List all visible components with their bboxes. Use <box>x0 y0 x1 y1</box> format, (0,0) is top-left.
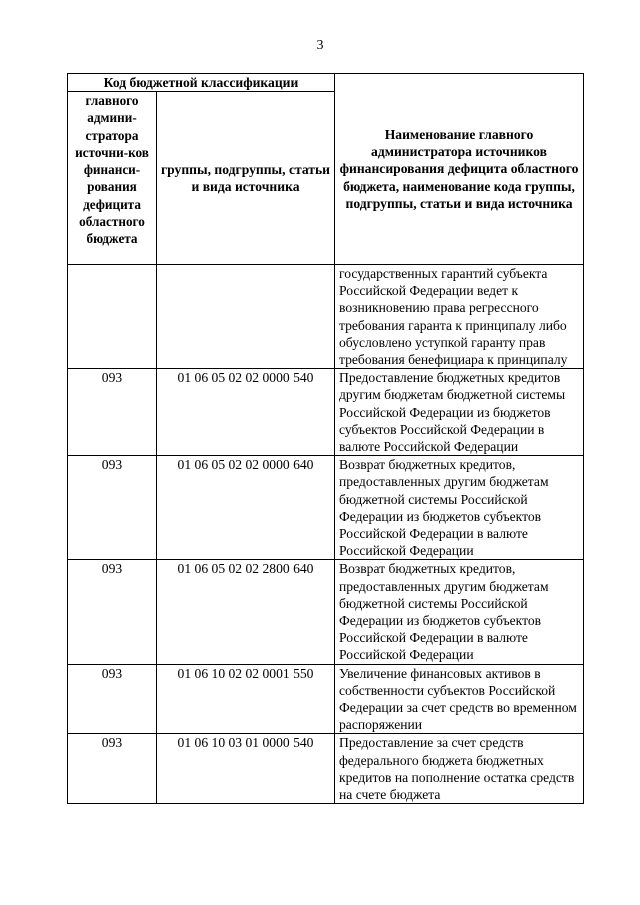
table-row <box>68 664 584 734</box>
table-header <box>68 74 584 265</box>
table-row <box>68 560 584 664</box>
table-row <box>68 369 584 456</box>
source-code-cell <box>157 265 335 369</box>
admin-code-cell: 093 <box>68 664 157 734</box>
page-number: 3 <box>316 38 324 53</box>
header-name-column: Наименование главного администратора источников финансирования дефицита областного бюджета, наименование кода группы, подгруппы, статьи и вида источника <box>335 74 584 265</box>
admin-code-cell: 093 <box>68 734 157 804</box>
source-code-cell: 01 06 05 02 02 0000 640 <box>157 456 335 560</box>
source-code-cell: 01 06 05 02 02 2800 640 <box>157 560 335 664</box>
admin-code-cell <box>68 265 157 369</box>
header-group-column: группы, подгруппы, статьи и вида источника <box>157 92 335 265</box>
source-code-cell: 01 06 10 03 01 0000 540 <box>157 734 335 804</box>
table-body <box>68 265 584 804</box>
source-code-cell: 01 06 10 02 02 0001 550 <box>157 664 335 734</box>
admin-code-cell: 093 <box>68 560 157 664</box>
name-cell: Предоставление бюджетных кредитов другим бюджетам бюджетной системы Российской Федерации из бюджетов субъектов Российской Федерации в валюте Российской Федерации <box>335 369 584 456</box>
name-cell: государственных гарантий субъекта Российской Федерации ведет к возникновению права регрессного требования гаранта к принципалу либо обусловлено уступкой гаранту прав требования бенефициара к принципалу <box>335 265 584 369</box>
table-row <box>68 734 584 804</box>
name-cell: Возврат бюджетных кредитов, предоставленных другим бюджетам бюджетной системы Российской Федерации из бюджетов субъектов Российской Федерации в валюте Российской Федерации <box>335 560 584 664</box>
source-code-cell: 01 06 05 02 02 0000 540 <box>157 369 335 456</box>
header-budget-classification-code: Код бюджетной классификации <box>68 74 335 92</box>
name-cell: Увеличение финансовых активов в собственности субъектов Российской Федерации за счет средств во временном распоряжении <box>335 664 584 734</box>
budget-classification-table <box>67 73 584 804</box>
header-admin-column: главного админи-стратора источни-ков финанси-рования дефицита областного бюджета <box>68 92 157 265</box>
name-cell: Предоставление за счет средств федерального бюджета бюджетных кредитов на пополнение остатка средств на счете бюджета <box>335 734 584 804</box>
admin-code-cell: 093 <box>68 456 157 560</box>
name-cell: Возврат бюджетных кредитов, предоставленных другим бюджетам бюджетной системы Российской Федерации из бюджетов субъектов Российской Федерации в валюте Российской Федерации <box>335 456 584 560</box>
table-row <box>68 265 584 369</box>
table-row <box>68 456 584 560</box>
admin-code-cell: 093 <box>68 369 157 456</box>
